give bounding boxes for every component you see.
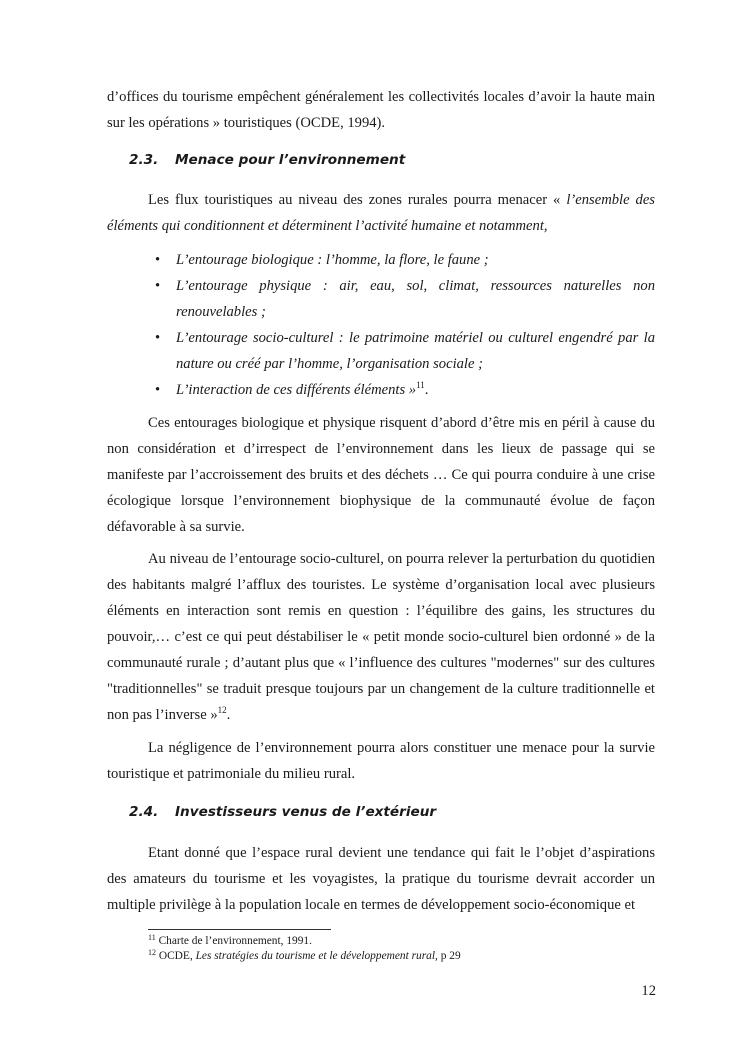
- bullet-icon: •: [155, 330, 161, 346]
- section-number: 2.3.: [129, 152, 159, 168]
- footnote-separator: [148, 929, 331, 930]
- list-item: • L’entourage biologique : l’homme, la flore, le faune ;: [155, 247, 655, 273]
- footnote-12: $^{12}$ OCDE, Les stratégies du tourisme et le développement rural, p 29: [148, 948, 461, 962]
- paragraph-socio-culturel: Au niveau de l’entourage socio-culturel, on pourra relever la perturbation du quotidien des habitants malgré l’afflux des touristes. Le système d’organisation local avec plusieurs éléments en interaction sont remis en question : l’équilibre des gains, les structures du pouvoir,… c’est ce qui peut déstabiliser le « petit monde socio-culturel bien ordonné » de la communauté rurale ; d’autant plus que « l’influence des cultures "modernes" sur des cultures "traditionnelles" se traduit presque toujours par un changement de la culture traditionnelle et non pas l’inverse »$^{12}$.: [107, 551, 655, 723]
- bullet-icon: •: [155, 252, 161, 268]
- list-item: • L’entourage physique : air, eau, sol, climat, ressources naturelles non renouvelables ;: [155, 273, 655, 325]
- paragraph-intro: d’offices du tourisme empêchent généralement les collectivités locales d’avoir la haute main sur les opérations » touristiques (OCDE, 1994).: [107, 89, 655, 131]
- footnote-11: $^{11}$ Charte de l’environnement, 1991.: [148, 933, 312, 947]
- paragraph-negligence: La négligence de l’environnement pourra alors constituer une menace pour la survie touristique et patrimoniale du milieu rural.: [107, 740, 655, 782]
- section-number: 2.4.: [129, 804, 159, 820]
- list-item: • L’interaction de ces différents éléments »$^{11}$.: [155, 377, 655, 403]
- page-number: 12: [641, 983, 656, 999]
- section-title: Menace pour l’environnement: [175, 152, 406, 168]
- bullet-icon: •: [155, 382, 161, 398]
- footnote-ref: 11: [416, 380, 425, 390]
- section-heading-2-4: [129, 804, 436, 820]
- paragraph-entourages: Ces entourages biologique et physique risquent d’abord d’être mis en péril à cause du non considération et d’irrespect de l’environnement dans les lieux de passage qui se manifeste par l’accroissement des bruits et des déchets … Ce qui pourra conduire à une crise écologique lorsque l’environnement biophysique de la communauté évolue de façon défavorable à sa survie.: [107, 415, 655, 535]
- list-item: • L’entourage socio-culturel : le patrimoine matériel ou culturel engendré par la nature ou créé par l’homme, l’organisation sociale ;: [155, 325, 655, 377]
- footnote-ref: 12: [217, 705, 227, 715]
- paragraph-flux: Les flux touristiques au niveau des zones rurales pourra menacer « l’ensemble des éléments qui conditionnent et déterminent l’activité humaine et notamment,: [107, 192, 655, 234]
- bullet-list: [155, 247, 655, 403]
- paragraph-espace-rural: Etant donné que l’espace rural devient une tendance qui fait le l’objet d’aspirations des amateurs du tourisme et les voyagistes, la pratique du tourisme devrait accorder un multiple privilège à la population locale en termes de développement socio-économique et: [107, 845, 655, 913]
- bullet-icon: •: [155, 278, 161, 294]
- section-title: Investisseurs venus de l’extérieur: [175, 804, 437, 820]
- section-heading-2-3: [129, 152, 405, 168]
